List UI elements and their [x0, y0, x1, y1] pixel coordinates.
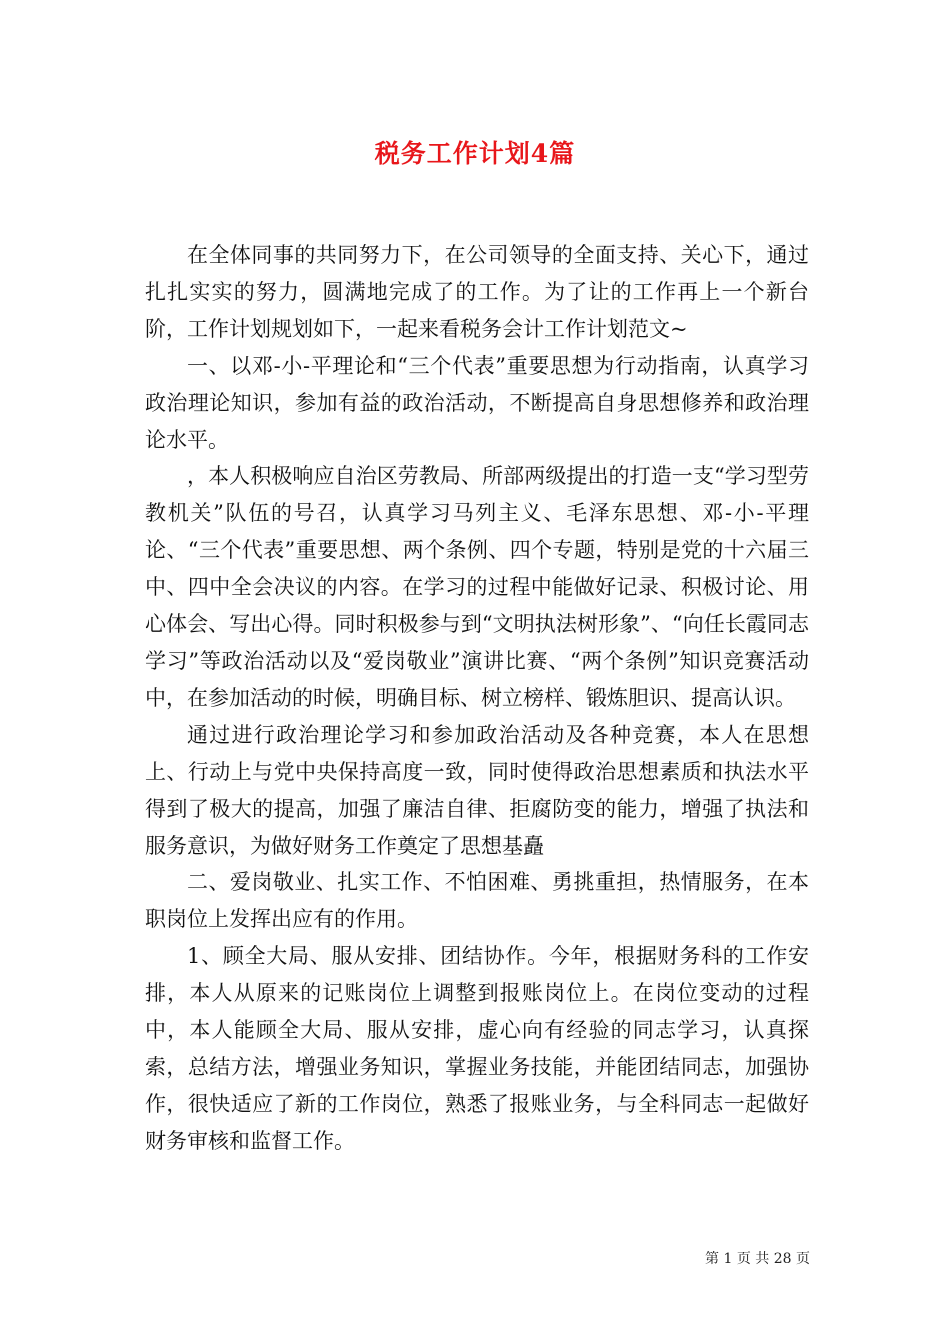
- paragraph: 在全体同事的共同努力下，在公司领导的全面支持、关心下，通过扎扎实实的努力，圆满地完成了的工作。为了让的工作再上一个新台阶，工作计划规划如下，一起来看税务会计工作计划范文~: [145, 243, 809, 341]
- document-title: 税务工作计划4篇: [374, 139, 576, 168]
- page-number-footer: 第 1 页 共 28 页: [705, 1251, 810, 1267]
- paragraph: ，本人积极响应自治区劳教局、所部两级提出的打造一支“学习型劳教机关”队伍的号召，认真学习马列主义、毛泽东思想、邓-小-平理论、“三个代表”重要思想、两个条例、四个专题，特别是党的十六届三中、四中全会决议的内容。在学习的过程中能做好记录、积极讨论、用心体会、写出心得。同时积极参与到“文明执法树形象”、“向任长霞同志学习”等政治活动以及“爱岗敬业”演讲比赛、“两个条例”知识竞赛活动中，在参加活动的时候，明确目标、树立榜样、锻炼胆识、提高认识。: [145, 464, 809, 710]
- paragraph: 通过进行政治理论学习和参加政治活动及各种竞赛，本人在思想上、行动上与党中央保持高度一致，同时使得政治思想素质和执法水平得到了极大的提高，加强了廉洁自律、拒腐防变的能力，增强了执法和服务意识，为做好财务工作奠定了思想基矗: [145, 722, 809, 858]
- paragraph: 一、以邓-小-平理论和“三个代表”重要思想为行动指南，认真学习政治理论知识，参加有益的政治活动，不断提高自身思想修养和政治理论水平。: [145, 353, 809, 452]
- paragraph: 1、顾全大局、服从安排、团结协作。今年，根据财务科的工作安排，本人从原来的记账岗位上调整到报账岗位上。在岗位变动的过程中，本人能顾全大局、服从安排，虚心向有经验的同志学习，认真探索，总结方法，增强业务知识，掌握业务技能，并能团结同志，加强协作，很快适应了新的工作岗位，熟悉了报账业务，与全科同志一起做好财务审核和监督工作。: [145, 944, 809, 1153]
- paragraph: 二、爱岗敬业、扎实工作、不怕困难、勇挑重担，热情服务，在本职岗位上发挥出应有的作用。: [145, 870, 809, 932]
- document-body: [145, 237, 809, 1160]
